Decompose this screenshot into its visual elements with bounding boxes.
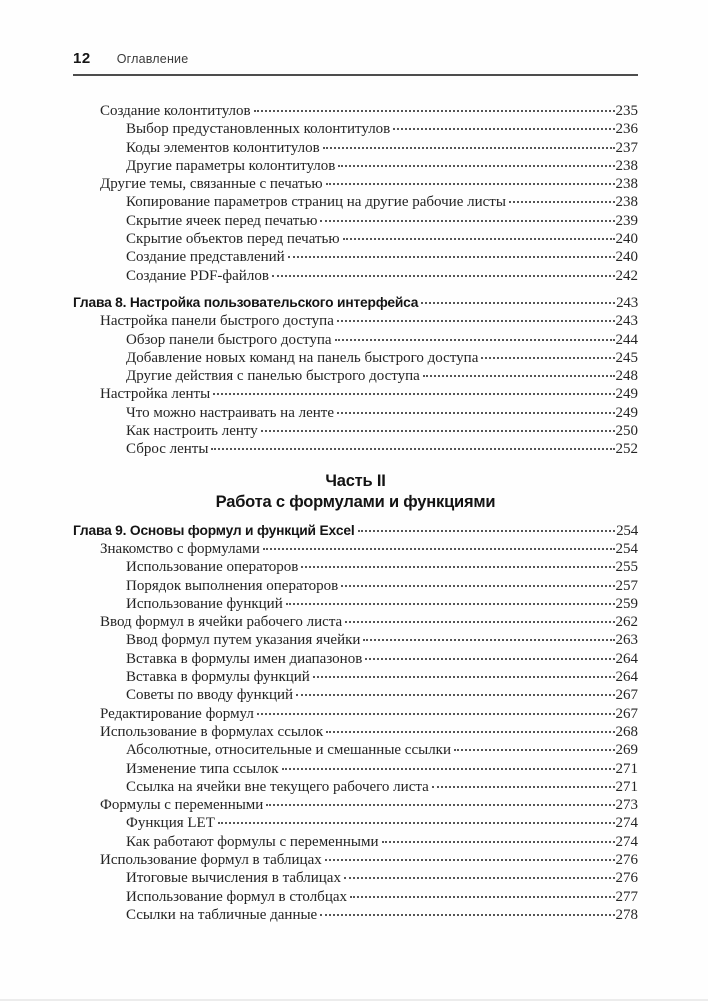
toc-entry-page: 243 [616,294,638,311]
toc-entry-page: 254 [615,540,638,557]
toc-entry [73,778,638,796]
toc-entry [73,741,638,759]
toc-entry-title: Как работают формулы с переменными [126,833,379,850]
toc-entry [73,367,638,385]
toc-entry-page: 236 [615,121,638,138]
toc-entry [73,175,638,193]
toc-entry-page: 276 [615,870,638,887]
toc-list [73,76,638,924]
toc-entry-page: 238 [615,176,638,193]
toc-entry-title: Обзор панели быстрого доступа [126,331,332,348]
toc-entry-page: 271 [615,760,638,777]
toc-entry [73,577,638,595]
toc-entry [73,631,638,649]
toc-entry-title: Создание представлений [126,249,285,266]
toc-entry-page: 264 [615,669,638,686]
toc-entry-page: 268 [615,723,638,740]
toc-entry-page: 243 [615,313,638,330]
toc-entry-title: Вставка в формулы функций [126,669,310,686]
toc-entry-page: 235 [615,103,638,119]
toc-chapter-entry [73,294,638,312]
toc-entry [73,888,638,906]
toc-entry-title: Сброс ленты [126,441,209,458]
toc-entry-page: 245 [615,349,638,366]
toc-entry-title: Глава 9. Основы формул и функций Excel [73,522,355,538]
toc-entry [73,833,638,851]
toc-entry [73,248,638,266]
toc-entry-title: Редактирование формул [100,705,254,722]
toc-entry-page: 250 [615,423,638,440]
toc-entry [73,157,638,175]
toc-entry-title: Ссылка на ячейки вне текущего рабочего листа [126,778,429,795]
toc-entry [73,650,638,668]
toc-chapter-entry [73,522,638,540]
toc-entry [73,404,638,422]
toc-entry-page: 237 [615,139,638,156]
part-divider [73,471,638,513]
toc-entry-title: Другие параметры колонтитулов [126,157,336,174]
toc-entry-page: 263 [615,632,638,649]
toc-entry-page: 267 [615,687,638,704]
toc-entry-page: 244 [615,331,638,348]
toc-entry-title: Использование функций [126,595,283,612]
toc-entry [73,230,638,248]
toc-entry [73,102,638,120]
toc-entry-page: 271 [615,778,638,795]
toc-entry-title: Создание колонтитулов [100,103,251,119]
toc-entry-page: 242 [615,267,638,284]
toc-entry-title: Ввод формул в ячейки рабочего листа [100,614,343,631]
toc-entry-title: Добавление новых команд на панель быстрого доступа [126,349,479,366]
toc-entry-page: 252 [615,441,638,458]
toc-entry [73,558,638,576]
toc-entry-title: Советы по вводу функций [126,687,294,704]
toc-entry [73,796,638,814]
toc-entry-page: 274 [615,833,638,850]
toc-entry-title: Скрытие объектов перед печатью [126,231,340,248]
part-title: Работа с формулами и функциями [215,492,496,511]
toc-entry [73,422,638,440]
toc-entry [73,349,638,367]
toc-entry [73,668,638,686]
toc-entry-title: Глава 8. Настройка пользовательского интерфейса [73,294,419,310]
toc-entry-page: 269 [615,742,638,759]
toc-entry-title: Создание PDF-файлов [126,267,269,284]
toc-entry-title: Другие темы, связанные с печатью [100,176,323,193]
toc-entry [73,595,638,613]
toc-entry [73,705,638,723]
running-head-title: Оглавление [116,52,189,66]
toc-entry-title: Функция LET [126,815,215,832]
toc-entry [73,385,638,403]
toc-entry-page: 249 [615,386,638,403]
toc-entry-title: Скрытие ячеек перед печатью [126,212,318,229]
toc-entry [73,120,638,138]
toc-entry [73,814,638,832]
part-number: Часть II [325,471,386,490]
toc-entry-title: Коды элементов колонтитулов [126,139,320,156]
toc-entry-page: 254 [616,522,638,539]
toc-entry [73,723,638,741]
toc-entry-page: 240 [615,249,638,266]
toc-entry [73,906,638,924]
toc-entry-page: 255 [615,559,638,576]
running-head [73,0,638,76]
toc-entry-page: 240 [615,231,638,248]
toc-entry-title: Итоговые вычисления в таблицах [126,870,341,887]
toc-entry-title: Вставка в формулы имен диапазонов [126,650,363,667]
toc-entry-title: Использование формул в таблицах [100,851,322,868]
toc-entry-title: Выбор предустановленных колонтитулов [126,121,391,138]
toc-entry-title: Формулы с переменными [100,797,264,814]
toc-entry-title: Другие действия с панелью быстрого доступа [126,368,420,385]
toc-entry [73,869,638,887]
toc-entry-title: Как настроить ленту [126,423,258,440]
toc-entry-page: 274 [615,815,638,832]
toc-entry [73,331,638,349]
toc-entry-page: 257 [615,577,638,594]
toc-entry-page: 249 [615,404,638,421]
toc-entry-title: Ввод формул путем указания ячейки [126,632,361,649]
toc-entry [73,212,638,230]
toc-entry-title: Настройка панели быстрого доступа [100,313,334,330]
toc-entry-title: Что можно настраивать на ленте [126,404,335,421]
toc-entry-title: Порядок выполнения операторов [126,577,339,594]
toc-entry [73,613,638,631]
toc-entry-page: 276 [615,851,638,868]
toc-entry-title: Использование операторов [126,559,299,576]
toc-entry [73,312,638,330]
toc-entry [73,193,638,211]
toc-entry-page: 248 [615,368,638,385]
toc-entry-page: 267 [615,705,638,722]
toc-entry-page: 273 [615,797,638,814]
toc-entry-page: 277 [615,888,638,905]
toc-entry-title: Настройка ленты [100,386,211,403]
toc-entry-page: 238 [615,157,638,174]
toc-entry-title: Копирование параметров страниц на другие рабочие листы [126,194,506,211]
toc-entry [73,540,638,558]
toc-entry-page: 262 [615,614,638,631]
toc-entry-title: Использование в формулах ссылок [100,723,324,740]
toc-entry-page: 278 [615,906,638,923]
toc-entry-title: Ссылки на табличные данные [126,906,318,923]
toc-entry [73,440,638,458]
toc-entry-title: Использование формул в столбцах [126,888,348,905]
toc-entry [73,686,638,704]
toc-entry [73,851,638,869]
toc-entry [73,267,638,285]
toc-entry-title: Изменение типа ссылок [126,760,279,777]
toc-entry [73,760,638,778]
toc-entry-title: Знакомство с формулами [100,540,260,557]
toc-entry-page: 259 [615,595,638,612]
toc-entry-page: 238 [615,194,638,211]
page-number: 12 [73,50,91,67]
toc-entry [73,139,638,157]
toc-entry-page: 264 [615,650,638,667]
toc-entry-title: Абсолютные, относительные и смешанные ссылки [126,742,451,759]
toc-entry-page: 239 [615,212,638,229]
